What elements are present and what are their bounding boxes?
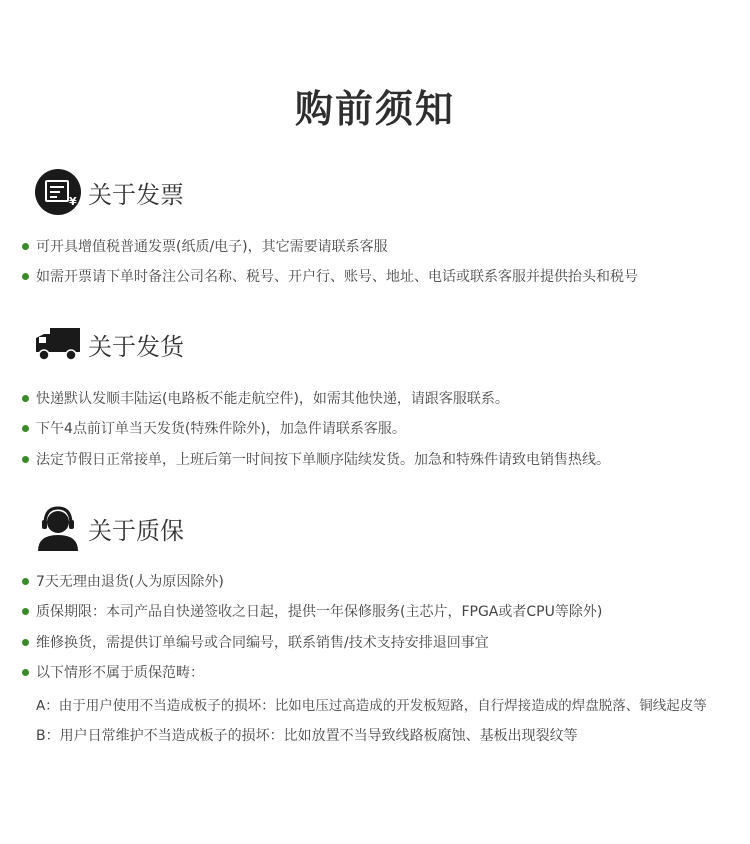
sub-list-item: B：用户日常维护不当造成板子的损坏：比如放置不当导致线路板腐蚀、基板出现裂纹等 xyxy=(36,728,578,744)
bullet-dot xyxy=(22,395,29,402)
section-shipping-header xyxy=(34,320,184,368)
list-item: 以下情形不属于质保范畴： xyxy=(22,662,204,682)
bullet-dot xyxy=(22,456,29,463)
bullet-dot xyxy=(22,273,29,280)
list-item: 维修换货，需提供订单编号或合同编号，联系销售/技术支持安排退回事宜 xyxy=(22,632,489,652)
truck-icon xyxy=(34,320,82,368)
bullet-dot xyxy=(22,639,29,646)
list-item: 如需开票请下单时备注公司名称、税号、开户行、账号、地址、电话或联系客服并提供抬头和税号 xyxy=(22,266,638,286)
bullet-dot xyxy=(22,608,29,615)
support-agent-icon xyxy=(34,504,82,552)
page-title: 购前须知 xyxy=(294,87,455,131)
sub-list-item: A：由于用户使用不当造成板子的损坏：比如电压过高造成的开发板短路，自行焊接造成的焊盘脱落、铜线起皮等 xyxy=(36,698,707,714)
bullet-dot xyxy=(22,243,29,250)
bullet-dot xyxy=(22,669,29,676)
section-warranty-header xyxy=(34,504,184,552)
section-heading: 关于发票 xyxy=(88,180,184,209)
invoice-icon xyxy=(34,168,82,216)
list-item: 7天无理由退货(人为原因除外) xyxy=(22,571,224,591)
section-invoice-header xyxy=(34,168,184,216)
list-item: 下午4点前订单当天发货(特殊件除外)，加急件请联系客服。 xyxy=(22,418,406,438)
svg-text:¥: ¥ xyxy=(69,195,77,208)
bullet-dot xyxy=(22,578,29,585)
section-heading: 关于发货 xyxy=(88,332,184,361)
list-item: 法定节假日正常接单，上班后第一时间按下单顺序陆续发货。加急和特殊件请致电销售热线。 xyxy=(22,449,610,469)
list-item: 质保期限：本司产品自快递签收之日起，提供一年保修服务(主芯片，FPGA或者CPU等除外) xyxy=(22,601,602,621)
list-item: 可开具增值税普通发票(纸质/电子)，其它需要请联系客服 xyxy=(22,236,388,256)
list-item: 快递默认发顺丰陆运(电路板不能走航空件)，如需其他快递，请跟客服联系。 xyxy=(22,388,509,408)
section-heading: 关于质保 xyxy=(88,516,184,545)
bullet-dot xyxy=(22,425,29,432)
